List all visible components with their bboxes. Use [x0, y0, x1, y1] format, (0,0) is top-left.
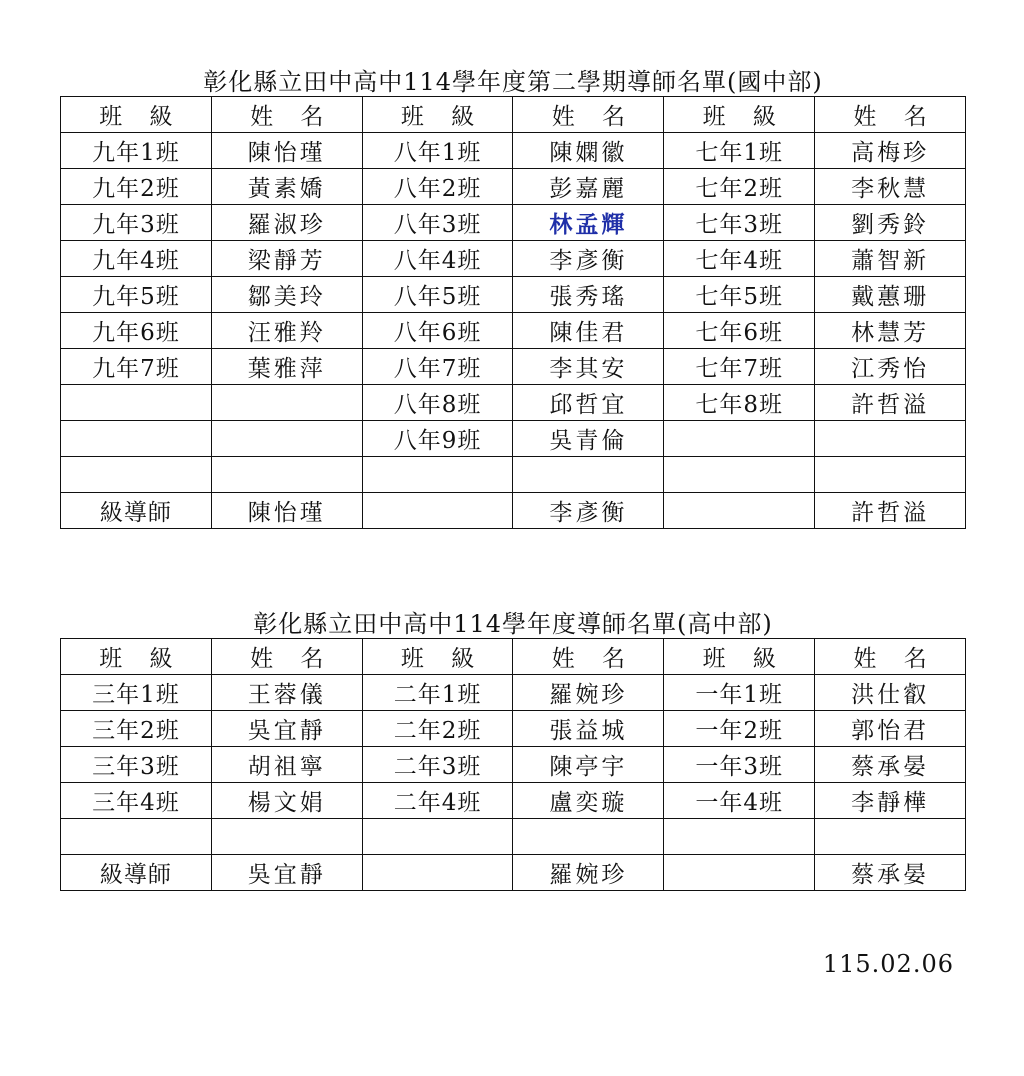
- teacher-name-cell: 李秋慧: [815, 169, 966, 205]
- class-cell: 八年1班: [362, 133, 513, 169]
- table-row: [61, 277, 966, 313]
- class-cell: 七年8班: [664, 385, 815, 421]
- teacher-name-cell: 陳怡瑾: [211, 133, 362, 169]
- teacher-name-cell: 蔡承晏: [815, 855, 966, 891]
- name-header: 姓 名: [211, 97, 362, 133]
- teacher-name-cell: 梁靜芳: [211, 241, 362, 277]
- class-cell: 九年4班: [61, 241, 212, 277]
- teacher-name-cell: 楊文娟: [211, 783, 362, 819]
- teacher-name-cell: 江秀怡: [815, 349, 966, 385]
- class-cell: 三年4班: [61, 783, 212, 819]
- teacher-name-cell: [211, 819, 362, 855]
- class-cell: 七年2班: [664, 169, 815, 205]
- table-row: [61, 493, 966, 529]
- teacher-name-cell: 李彥衡: [513, 493, 664, 529]
- name-header: 姓 名: [513, 97, 664, 133]
- teacher-name-cell: 高梅珍: [815, 133, 966, 169]
- class-cell: 七年4班: [664, 241, 815, 277]
- teacher-name-cell: 李彥衡: [513, 241, 664, 277]
- senior-roster-title: 彰化縣立田中高中114學年度導師名單(高中部): [253, 610, 773, 638]
- teacher-name-cell: [513, 457, 664, 493]
- teacher-name-cell: 林慧芳: [815, 313, 966, 349]
- teacher-name-cell: 劉秀鈴: [815, 205, 966, 241]
- table-row: [61, 783, 966, 819]
- table-row: [61, 855, 966, 891]
- class-header: 班 級: [61, 639, 212, 675]
- teacher-name-cell: 葉雅萍: [211, 349, 362, 385]
- class-cell: 級導師: [61, 855, 212, 891]
- teacher-name-cell: [211, 457, 362, 493]
- class-cell: [362, 457, 513, 493]
- junior-roster-table: [60, 96, 966, 529]
- class-cell: 八年3班: [362, 205, 513, 241]
- class-cell: 一年1班: [664, 675, 815, 711]
- class-cell: 二年3班: [362, 747, 513, 783]
- class-cell: [362, 493, 513, 529]
- class-cell: 八年8班: [362, 385, 513, 421]
- class-cell: 二年4班: [362, 783, 513, 819]
- class-cell: 三年1班: [61, 675, 212, 711]
- class-cell: 七年5班: [664, 277, 815, 313]
- teacher-name-cell: 洪仕叡: [815, 675, 966, 711]
- teacher-name-cell: 蕭智新: [815, 241, 966, 277]
- class-cell: 八年6班: [362, 313, 513, 349]
- table-row: [61, 241, 966, 277]
- table-row: [61, 385, 966, 421]
- class-cell: [61, 421, 212, 457]
- table-row: [61, 349, 966, 385]
- teacher-name-cell: 邱哲宜: [513, 385, 664, 421]
- class-cell: 八年4班: [362, 241, 513, 277]
- class-cell: 七年6班: [664, 313, 815, 349]
- teacher-name-cell: 王蓉儀: [211, 675, 362, 711]
- class-header: 班 級: [61, 97, 212, 133]
- class-cell: 七年7班: [664, 349, 815, 385]
- teacher-name-cell: 吳宜靜: [211, 855, 362, 891]
- class-cell: 九年7班: [61, 349, 212, 385]
- teacher-name-cell: 張益城: [513, 711, 664, 747]
- class-cell: [664, 421, 815, 457]
- class-header: 班 級: [664, 97, 815, 133]
- name-header: 姓 名: [211, 639, 362, 675]
- class-cell: [362, 819, 513, 855]
- class-cell: 三年2班: [61, 711, 212, 747]
- class-cell: [664, 855, 815, 891]
- teacher-name-cell: 羅婉珍: [513, 675, 664, 711]
- class-cell: 一年3班: [664, 747, 815, 783]
- class-cell: 八年7班: [362, 349, 513, 385]
- name-header: 姓 名: [513, 639, 664, 675]
- teacher-name-cell: 張秀瑤: [513, 277, 664, 313]
- teacher-name-cell: 盧奕璇: [513, 783, 664, 819]
- class-header: 班 級: [362, 639, 513, 675]
- name-header: 姓 名: [815, 97, 966, 133]
- teacher-name-cell: 許哲溢: [815, 493, 966, 529]
- class-cell: 二年2班: [362, 711, 513, 747]
- class-cell: 九年2班: [61, 169, 212, 205]
- class-cell: 三年3班: [61, 747, 212, 783]
- table-row: [61, 205, 966, 241]
- class-cell: 一年2班: [664, 711, 815, 747]
- teacher-name-cell: 吳青倫: [513, 421, 664, 457]
- teacher-name-cell: 陳怡瑾: [211, 493, 362, 529]
- teacher-name-cell: 蔡承晏: [815, 747, 966, 783]
- class-cell: 二年1班: [362, 675, 513, 711]
- teacher-name-cell: [211, 385, 362, 421]
- document-date: 115.02.06: [822, 950, 954, 978]
- table-row: [61, 711, 966, 747]
- teacher-name-cell: 陳佳君: [513, 313, 664, 349]
- teacher-name-cell: 李其安: [513, 349, 664, 385]
- class-cell: 八年5班: [362, 277, 513, 313]
- class-cell: [664, 457, 815, 493]
- class-cell: 七年1班: [664, 133, 815, 169]
- teacher-name-cell: [815, 819, 966, 855]
- teacher-name-cell: [211, 421, 362, 457]
- teacher-name-cell: [513, 819, 664, 855]
- table-row: [61, 819, 966, 855]
- teacher-name-cell: 陳嫻徽: [513, 133, 664, 169]
- class-cell: [664, 493, 815, 529]
- teacher-name-cell: 羅淑珍: [211, 205, 362, 241]
- teacher-name-cell: 戴蕙珊: [815, 277, 966, 313]
- teacher-name-cell: [815, 421, 966, 457]
- teacher-name-cell: 鄒美玲: [211, 277, 362, 313]
- table-row: [61, 169, 966, 205]
- table-row: [61, 133, 966, 169]
- teacher-name-cell: 郭怡君: [815, 711, 966, 747]
- teacher-name-cell: 羅婉珍: [513, 855, 664, 891]
- teacher-name-cell: 黃素嬌: [211, 169, 362, 205]
- teacher-name-cell: 彭嘉麗: [513, 169, 664, 205]
- class-cell: 級導師: [61, 493, 212, 529]
- class-cell: [664, 819, 815, 855]
- senior-roster-table: [60, 638, 966, 891]
- class-cell: 八年9班: [362, 421, 513, 457]
- junior-header-row: [61, 97, 966, 133]
- teacher-name-cell: 陳亭宇: [513, 747, 664, 783]
- teacher-name-cell: 林孟輝: [513, 205, 664, 241]
- table-row: [61, 313, 966, 349]
- class-cell: 九年5班: [61, 277, 212, 313]
- class-header: 班 級: [664, 639, 815, 675]
- table-row: [61, 421, 966, 457]
- class-cell: 九年1班: [61, 133, 212, 169]
- class-cell: 七年3班: [664, 205, 815, 241]
- name-header: 姓 名: [815, 639, 966, 675]
- senior-header-row: [61, 639, 966, 675]
- teacher-name-cell: 吳宜靜: [211, 711, 362, 747]
- teacher-name-cell: 許哲溢: [815, 385, 966, 421]
- class-cell: 八年2班: [362, 169, 513, 205]
- table-row: [61, 457, 966, 493]
- class-cell: [61, 385, 212, 421]
- class-cell: 九年6班: [61, 313, 212, 349]
- teacher-name-cell: 胡祖寧: [211, 747, 362, 783]
- class-cell: 九年3班: [61, 205, 212, 241]
- table-row: [61, 675, 966, 711]
- teacher-name-cell: 李靜樺: [815, 783, 966, 819]
- class-cell: [362, 855, 513, 891]
- class-cell: [61, 457, 212, 493]
- class-cell: [61, 819, 212, 855]
- teacher-name-cell: [815, 457, 966, 493]
- class-cell: 一年4班: [664, 783, 815, 819]
- class-header: 班 級: [362, 97, 513, 133]
- junior-roster-title: 彰化縣立田中高中114學年度第二學期導師名單(國中部): [203, 68, 823, 96]
- teacher-name-cell: 汪雅羚: [211, 313, 362, 349]
- table-row: [61, 747, 966, 783]
